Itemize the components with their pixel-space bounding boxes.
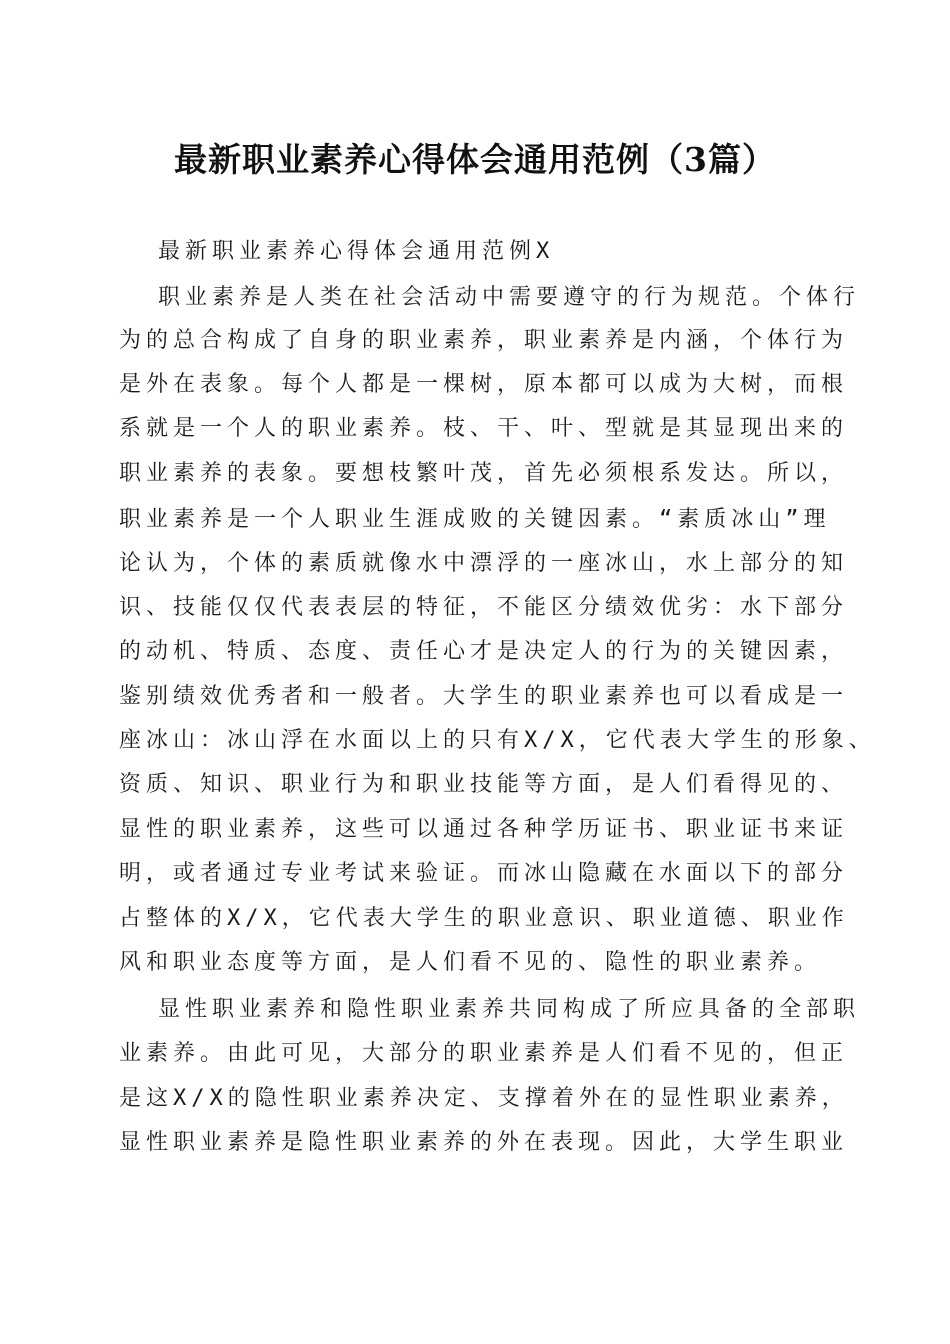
paragraph-line: 职业素养是一个人职业生涯成败的关键因素。“素质冰山”理 — [119, 507, 831, 532]
paragraph-line: 明，或者通过专业考试来验证。而冰山隐藏在水面以下的部分 — [119, 861, 849, 886]
paragraph-line: 论认为，个体的素质就像水中漂浮的一座冰山，水上部分的知 — [119, 551, 849, 576]
paragraph-line: 显性职业素养是隐性职业素养的外在表现。因此，大学生职业 — [119, 1130, 849, 1155]
paragraph-line: 系就是一个人的职业素养。枝、干、叶、型就是其显现出来的 — [119, 416, 849, 441]
paragraph-line: 职业素养是人类在社会活动中需要遵守的行为规范。个体行 — [158, 285, 861, 310]
paragraph-line: 鉴别绩效优秀者和一般者。大学生的职业素养也可以看成是一 — [119, 684, 849, 709]
subtitle-line: 最新职业素养心得体会通用范例X — [158, 239, 555, 264]
document-title: 最新职业素养心得体会通用范例（3篇） — [174, 140, 776, 179]
paragraph-line: 是这X/X的隐性职业素养决定、支撑着外在的显性职业素养， — [119, 1086, 849, 1111]
paragraph-line: 显性职业素养和隐性职业素养共同构成了所应具备的全部职 — [158, 997, 861, 1022]
paragraph-line: 业素养。由此可见，大部分的职业素养是人们看不见的，但正 — [119, 1041, 849, 1066]
paragraph-line: 显性的职业素养，这些可以通过各种学历证书、职业证书来证 — [119, 817, 849, 842]
paragraph-line: 的动机、特质、态度、责任心才是决定人的行为的关键因素， — [119, 639, 849, 664]
paragraph-line: 风和职业态度等方面，是人们看不见的、隐性的职业素养。 — [119, 950, 822, 975]
paragraph-line: 座冰山：冰山浮在水面以上的只有X/X，它代表大学生的形象、 — [119, 728, 876, 753]
paragraph-line: 占整体的X/X，它代表大学生的职业意识、职业道德、职业作 — [119, 906, 849, 931]
paragraph-line: 是外在表象。每个人都是一棵树，原本都可以成为大树，而根 — [119, 372, 849, 397]
paragraph-line: 职业素养的表象。要想枝繁叶茂，首先必须根系发达。所以， — [119, 461, 849, 486]
paragraph-line: 资质、知识、职业行为和职业技能等方面，是人们看得见的、 — [119, 772, 849, 797]
paragraph-line: 为的总合构成了自身的职业素养，职业素养是内涵，个体行为 — [119, 328, 849, 353]
paragraph-line: 识、技能仅仅代表表层的特征，不能区分绩效优劣：水下部分 — [119, 595, 849, 620]
